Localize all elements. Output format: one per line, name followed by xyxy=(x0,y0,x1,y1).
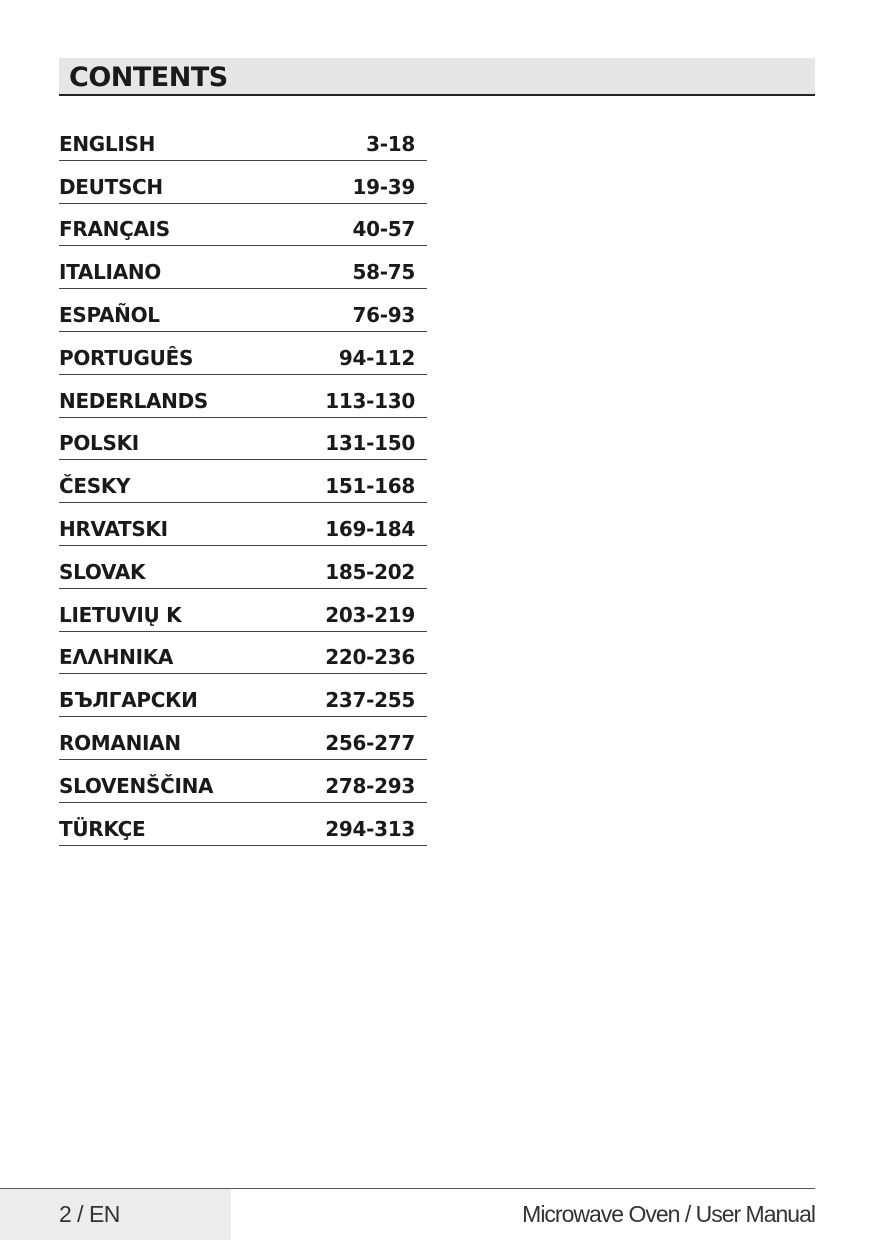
toc-row[interactable] xyxy=(59,546,427,589)
toc-language: ČESKY xyxy=(59,474,131,499)
toc-page-range: 94-112 xyxy=(338,345,415,370)
toc-row[interactable] xyxy=(59,118,427,161)
toc-page-range: 237-255 xyxy=(325,688,415,713)
toc-language: SLOVAK xyxy=(59,559,146,584)
toc-page-range: 169-184 xyxy=(325,516,415,541)
toc-language: ΕΛΛΗΝΙΚΑ xyxy=(59,645,174,670)
toc-page-range: 203-219 xyxy=(325,602,415,627)
table-of-contents xyxy=(59,118,427,846)
toc-row[interactable] xyxy=(59,289,427,332)
toc-page-range: 294-313 xyxy=(325,816,415,841)
toc-row[interactable] xyxy=(59,418,427,461)
toc-language: БЪЛГАРСКИ xyxy=(59,688,198,713)
toc-language: ROMANIAN xyxy=(59,730,181,755)
toc-row[interactable] xyxy=(59,717,427,760)
toc-page-range: 278-293 xyxy=(325,773,415,798)
toc-language: TÜRKÇE xyxy=(59,816,146,841)
toc-row[interactable] xyxy=(59,589,427,632)
toc-language: ESPAÑOL xyxy=(59,302,160,327)
toc-language: LIETUVIŲ K xyxy=(59,602,182,627)
toc-page-range: 151-168 xyxy=(325,474,415,499)
toc-row[interactable] xyxy=(59,503,427,546)
toc-row[interactable] xyxy=(59,632,427,675)
toc-row[interactable] xyxy=(59,460,427,503)
contents-header xyxy=(59,58,815,96)
toc-language: FRANÇAIS xyxy=(59,217,170,242)
toc-page-range: 58-75 xyxy=(352,260,415,285)
toc-page-range: 113-130 xyxy=(325,388,415,413)
toc-row[interactable] xyxy=(59,161,427,204)
toc-language: ITALIANO xyxy=(59,260,162,285)
toc-row[interactable] xyxy=(59,760,427,803)
toc-language: NEDERLANDS xyxy=(59,388,209,413)
toc-language: SLOVENŠČINA xyxy=(59,773,214,798)
toc-page-range: 185-202 xyxy=(325,559,415,584)
page-title: CONTENTS xyxy=(69,62,228,93)
toc-row[interactable] xyxy=(59,246,427,289)
footer-page-number: 2 / EN xyxy=(59,1201,120,1227)
toc-page-range: 220-236 xyxy=(325,645,415,670)
toc-page-range: 3-18 xyxy=(366,131,415,156)
toc-row[interactable] xyxy=(59,803,427,846)
toc-row[interactable] xyxy=(59,332,427,375)
toc-language: DEUTSCH xyxy=(59,174,163,199)
toc-row[interactable] xyxy=(59,674,427,717)
toc-page-range: 76-93 xyxy=(352,302,415,327)
toc-page-range: 40-57 xyxy=(352,217,415,242)
toc-page-range: 19-39 xyxy=(352,174,415,199)
toc-language: PORTUGUÊS xyxy=(59,345,194,370)
toc-row[interactable] xyxy=(59,375,427,418)
toc-page-range: 256-277 xyxy=(325,730,415,755)
toc-row[interactable] xyxy=(59,204,427,247)
toc-language: ENGLISH xyxy=(59,131,156,156)
toc-language: POLSKI xyxy=(59,431,139,456)
toc-page-range: 131-150 xyxy=(325,431,415,456)
toc-language: HRVATSKI xyxy=(59,516,168,541)
footer-document-title: Microwave Oven / User Manual xyxy=(522,1201,815,1227)
